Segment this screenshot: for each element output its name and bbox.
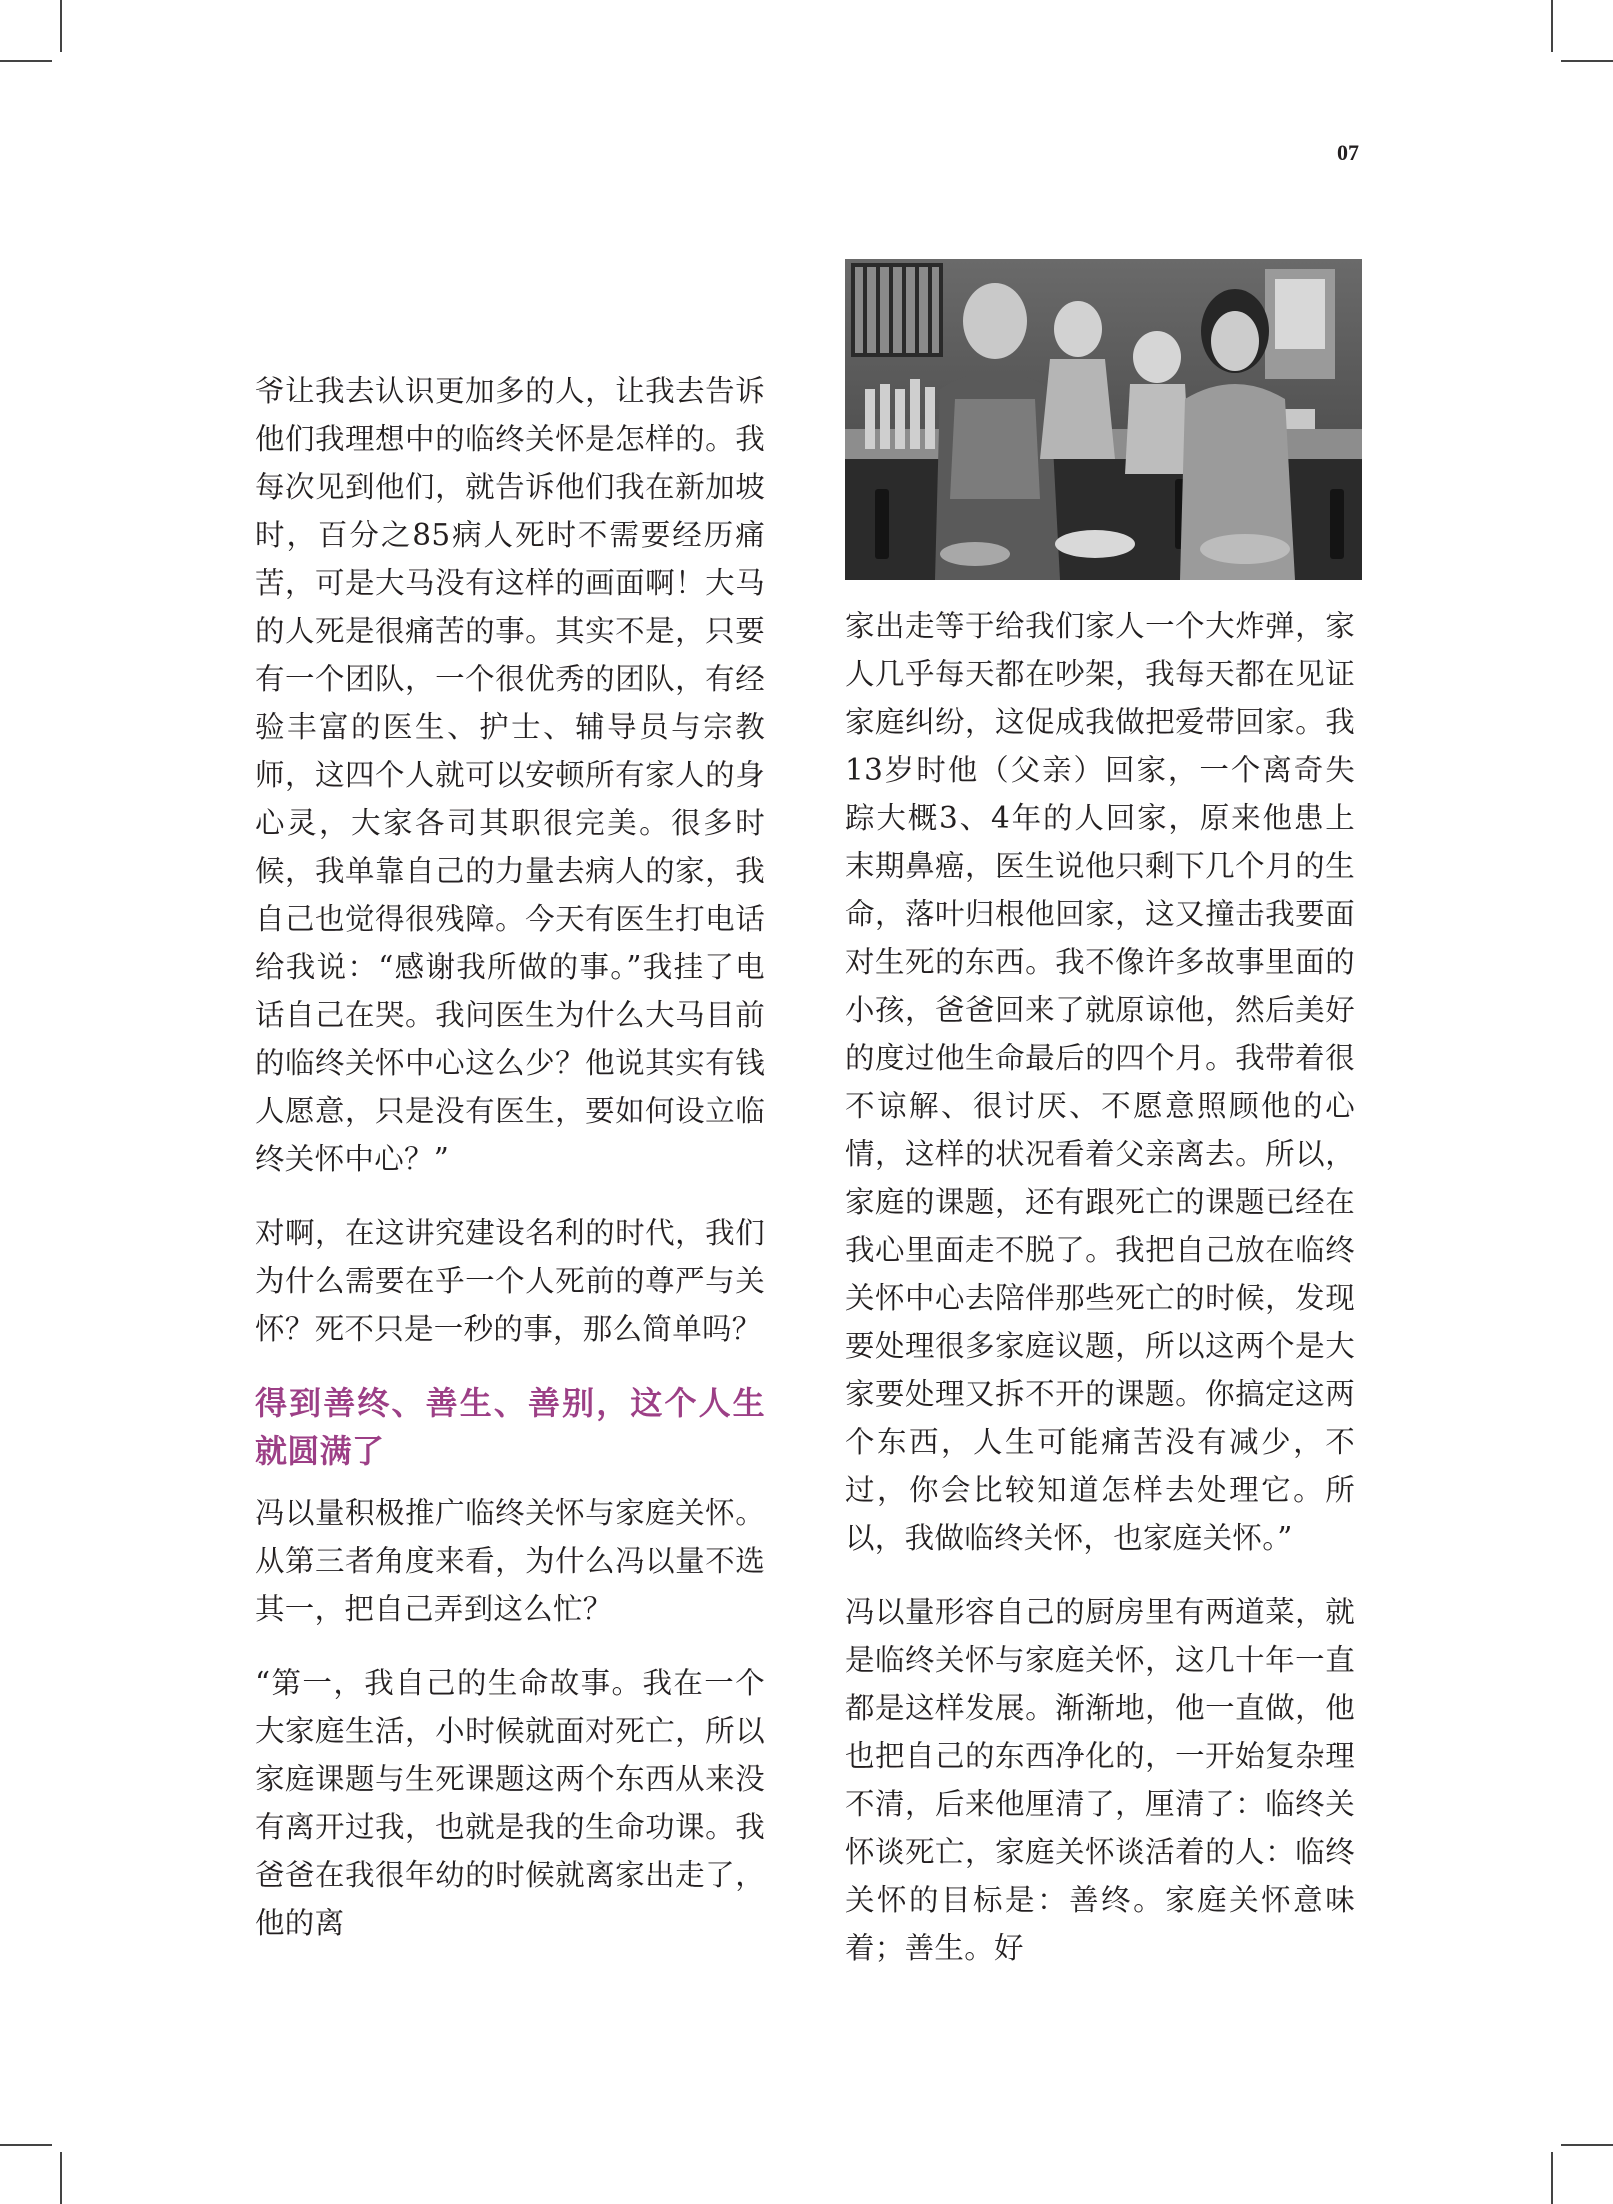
body-paragraph: 对啊，在这讲究建设名利的时代，我们为什么需要在乎一个人死前的尊严与关怀？死不只是一秒的事，那么简单吗？: [255, 1216, 765, 1346]
crop-mark: [0, 2144, 52, 2146]
body-paragraph: 冯以量形容自己的厨房里有两道菜，就是临终关怀与家庭关怀，这几十年一直都是这样发展。渐渐地，他一直做，他也把自己的东西净化的，一开始复杂理不清，后来他厘清了，厘清了：临终关怀谈死亡，家庭关怀谈活着的人：临终关怀的目标是：善终。家庭关怀意味着；善生。好: [845, 1595, 1355, 1965]
crop-mark: [1551, 2152, 1553, 2204]
family-photo: [845, 259, 1362, 580]
right-column: [845, 602, 1355, 1972]
section-heading: 得到善终、善生、善别，这个人生就圆满了: [255, 1384, 765, 1470]
body-paragraph: 冯以量积极推广临终关怀与家庭关怀。从第三者角度来看，为什么冯以量不选其一，把自己弄到这么忙？: [255, 1496, 765, 1626]
body-paragraph: 家出走等于给我们家人一个大炸弹，家人几乎每天都在吵架，我每天都在见证家庭纠纷，这促成我做把爱带回家。我13岁时他（父亲）回家，一个离奇失踪大概3、4年的人回家，原来他患上末期鼻癌，医生说他只剩下几个月的生命，落叶归根他回家，这又撞击我要面对生死的东西。我不像许多故事里面的小孩，爸爸回来了就原谅他，然后美好的度过他生命最后的四个月。我带着很不谅解、很讨厌、不愿意照顾他的心情，这样的状况看着父亲离去。所以，家庭的课题，还有跟死亡的课题已经在我心里面走不脱了。我把自己放在临终关怀中心去陪伴那些死亡的时候，发现要处理很多家庭议题，所以这两个是大家要处理又拆不开的课题。你搞定这两个东西，人生可能痛苦没有减少，不过，你会比较知道怎样去处理它。所以，我做临终关怀，也家庭关怀。”: [845, 609, 1355, 1555]
body-paragraph: 爷让我去认识更加多的人，让我去告诉他们我理想中的临终关怀是怎样的。我每次见到他们，就告诉他们我在新加坡时，百分之85病人死时不需要经历痛苦，可是大马没有这样的画面啊！大马的人死是很痛苦的事。其实不是，只要有一个团队，一个很优秀的团队，有经验丰富的医生、护士、辅导员与宗教师，这四个人就可以安顿所有家人的身心灵，大家各司其职很完美。很多时候，我单靠自己的力量去病人的家，我自己也觉得很残障。今天有医生打电话给我说：“感谢我所做的事。”我挂了电话自己在哭。我问医生为什么大马目前的临终关怀中心这么少？他说其实有钱人愿意，只是没有医生，要如何设立临终关怀中心？”: [255, 374, 765, 1176]
body-paragraph: “第一，我自己的生命故事。我在一个大家庭生活，小时候就面对死亡，所以家庭课题与生死课题这两个东西从来没有离开过我，也就是我的生命功课。我爸爸在我很年幼的时候就离家出走了，他的离: [255, 1666, 765, 1940]
crop-mark: [60, 0, 62, 52]
crop-mark: [0, 60, 52, 62]
crop-mark: [1561, 60, 1613, 62]
crop-mark: [1561, 2144, 1613, 2146]
left-column: [255, 367, 765, 1947]
crop-mark: [60, 2152, 62, 2204]
page-number: 07: [1337, 140, 1359, 165]
crop-mark: [1551, 0, 1553, 52]
